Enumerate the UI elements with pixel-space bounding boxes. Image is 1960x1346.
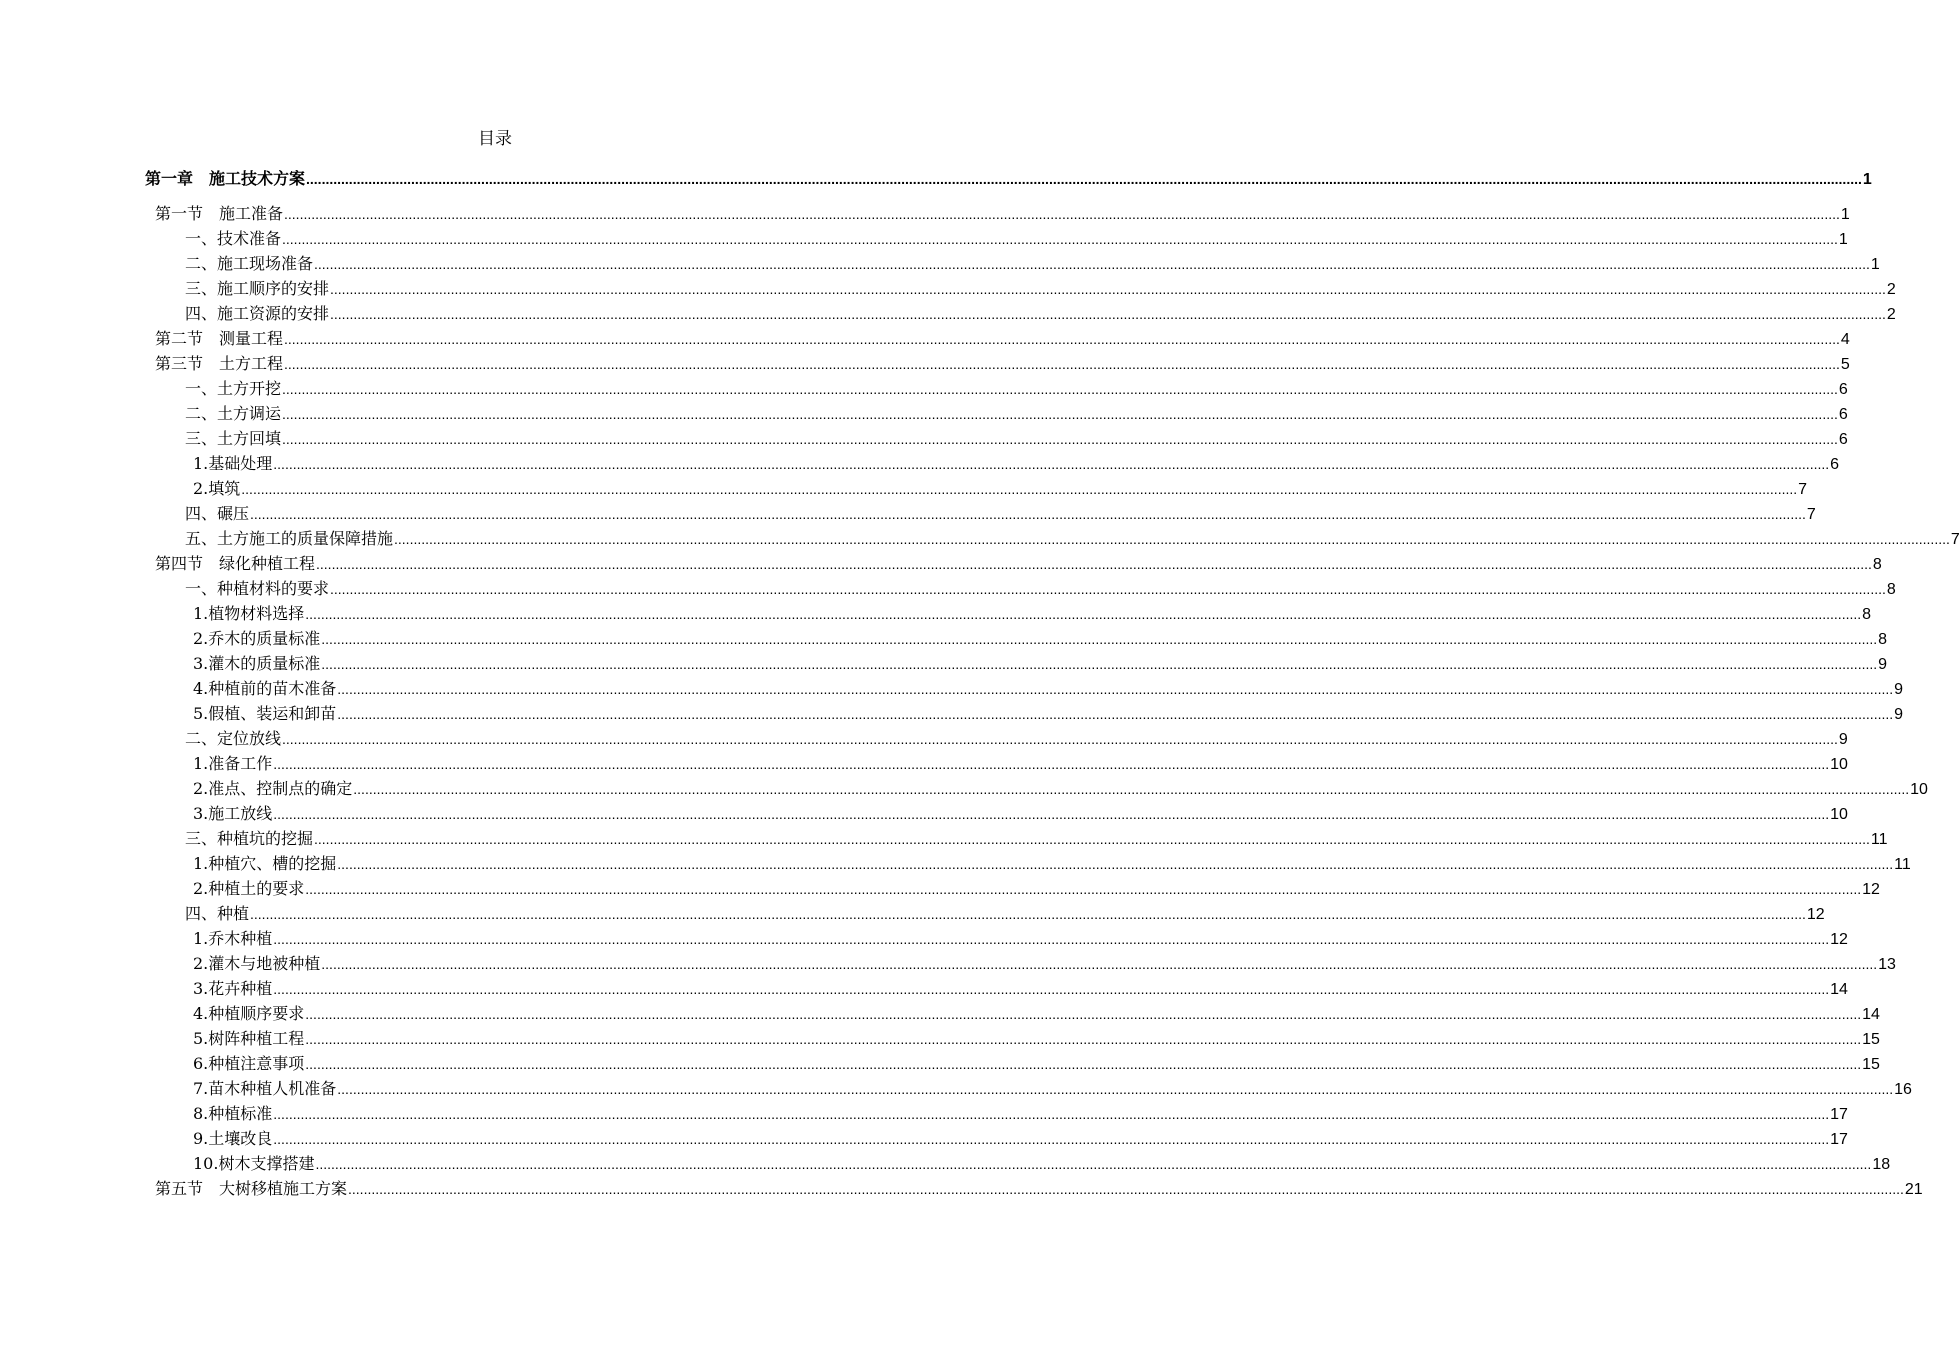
toc-entry-label: 第一章 施工技术方案 <box>145 169 306 188</box>
toc-entry-item[interactable] <box>193 976 1848 1001</box>
toc-entry-label: 四、施工资源的安排 <box>185 304 330 323</box>
toc-entry-page-number: 1 <box>1840 206 1850 223</box>
toc-entry-section[interactable] <box>155 1176 1923 1201</box>
toc-leader-dots: ................................................................................................................................................................................................................................................................................................................................................................................................................ <box>314 831 1870 847</box>
toc-leader-dots: ................................................................................................................................................................................................................................................................................................................................................................................................................ <box>273 806 1830 822</box>
toc-entry-label: 第一节 施工准备 <box>155 204 284 223</box>
toc-leader-dots: ................................................................................................................................................................................................................................................................................................................................................................................................................ <box>282 381 1838 397</box>
toc-leader-dots: ................................................................................................................................................................................................................................................................................................................................................................................................................ <box>282 431 1838 447</box>
toc-entry-sub[interactable] <box>185 426 1848 451</box>
toc-entry-page-number: 18 <box>1872 1156 1891 1173</box>
toc-entry-page-number: 14 <box>1862 1006 1880 1023</box>
toc-entry-item[interactable] <box>193 751 1848 776</box>
toc-leader-dots: ................................................................................................................................................................................................................................................................................................................................................................................................................ <box>282 231 1838 247</box>
toc-entry-label: 2.乔木的质量标准 <box>193 629 321 648</box>
toc-entry-item[interactable] <box>193 676 1904 701</box>
toc-entry-label: 6.种植注意事项 <box>193 1054 305 1073</box>
toc-entry-label: 4.种植前的苗木准备 <box>193 679 337 698</box>
toc-entry-page-number: 10 <box>1830 806 1848 823</box>
toc-entry-page-number: 6 <box>1830 456 1840 473</box>
toc-entry-sub[interactable] <box>185 226 1848 251</box>
toc-leader-dots: ................................................................................................................................................................................................................................................................................................................................................................................................................ <box>315 1156 1872 1172</box>
toc-leader-dots: ................................................................................................................................................................................................................................................................................................................................................................................................................ <box>314 256 1870 272</box>
toc-entry-page-number: 7 <box>1798 481 1808 498</box>
toc-leader-dots: ................................................................................................................................................................................................................................................................................................................................................................................................................ <box>330 281 1886 297</box>
toc-leader-dots: ................................................................................................................................................................................................................................................................................................................................................................................................................ <box>305 1031 1862 1047</box>
toc-entry-label: 7.苗木种植人机准备 <box>193 1079 337 1098</box>
toc-entry-label: 一、土方开挖 <box>185 379 282 398</box>
toc-entry-label: 二、施工现场准备 <box>185 254 314 273</box>
toc-leader-dots: ................................................................................................................................................................................................................................................................................................................................................................................................................ <box>305 1006 1862 1022</box>
toc-entry-page-number: 11 <box>1870 831 1888 848</box>
toc-entry-page-number: 9 <box>1894 706 1904 723</box>
toc-entry-label: 1.乔木种植 <box>193 929 273 948</box>
toc-entry-sub[interactable] <box>185 726 1848 751</box>
toc-entry-label: 第五节 大树移植施工方案 <box>155 1179 348 1198</box>
toc-entry-page-number: 17 <box>1830 1131 1848 1148</box>
toc-entry-item[interactable] <box>193 601 1872 626</box>
toc-entry-section[interactable] <box>155 351 1850 376</box>
toc-entry-page-number: 9 <box>1894 681 1904 698</box>
toc-entry-label: 1.植物材料选择 <box>193 604 305 623</box>
toc-entry-page-number: 1 <box>1838 231 1848 248</box>
toc-entry-label: 一、种植材料的要求 <box>185 579 330 598</box>
toc-entry-chapter[interactable] <box>145 166 1872 191</box>
toc-entry-label: 第三节 土方工程 <box>155 354 284 373</box>
toc-entry-label: 9.土壤改良 <box>193 1129 273 1148</box>
toc-entry-item[interactable] <box>193 626 1888 651</box>
toc-leader-dots: ................................................................................................................................................................................................................................................................................................................................................................................................................ <box>250 906 1806 922</box>
toc-entry-label: 三、土方回填 <box>185 429 282 448</box>
toc-entry-page-number: 15 <box>1862 1031 1880 1048</box>
toc-leader-dots: ................................................................................................................................................................................................................................................................................................................................................................................................................ <box>273 456 1830 472</box>
toc-entry-item[interactable] <box>193 951 1896 976</box>
toc-leader-dots: ................................................................................................................................................................................................................................................................................................................................................................................................................ <box>330 581 1886 597</box>
toc-leader-dots: ................................................................................................................................................................................................................................................................................................................................................................................................................ <box>273 756 1830 772</box>
toc-leader-dots: ................................................................................................................................................................................................................................................................................................................................................................................................................ <box>321 656 1878 672</box>
toc-entry-item[interactable] <box>193 851 1911 876</box>
toc-leader-dots: ................................................................................................................................................................................................................................................................................................................................................................................................................ <box>305 881 1862 897</box>
toc-leader-dots: ................................................................................................................................................................................................................................................................................................................................................................................................................ <box>305 606 1862 622</box>
toc-entry-page-number: 10 <box>1910 781 1928 798</box>
toc-entry-label: 三、种植坑的挖掘 <box>185 829 314 848</box>
toc-entry-page-number: 6 <box>1838 431 1848 448</box>
toc-leader-dots: ................................................................................................................................................................................................................................................................................................................................................................................................................ <box>316 556 1872 572</box>
toc-leader-dots: ................................................................................................................................................................................................................................................................................................................................................................................................................ <box>250 506 1806 522</box>
toc-entry-page-number: 14 <box>1830 981 1848 998</box>
toc-entry-label: 2.准点、控制点的确定 <box>193 779 353 798</box>
toc-entry-label: 1.种植穴、槽的挖掘 <box>193 854 337 873</box>
toc-leader-dots: ................................................................................................................................................................................................................................................................................................................................................................................................................ <box>306 171 1862 187</box>
toc-entry-label: 5.假植、装运和卸苗 <box>193 704 337 723</box>
toc-leader-dots: ................................................................................................................................................................................................................................................................................................................................................................................................................ <box>273 1106 1830 1122</box>
toc-entry-page-number: 8 <box>1872 556 1882 573</box>
toc-entry-label: 二、定位放线 <box>185 729 282 748</box>
toc-entry-page-number: 17 <box>1830 1106 1848 1123</box>
toc-entry-page-number: 8 <box>1886 581 1896 598</box>
toc-title: 目录 <box>478 129 512 149</box>
toc-leader-dots: ................................................................................................................................................................................................................................................................................................................................................................................................................ <box>321 631 1878 647</box>
toc-entry-section[interactable] <box>155 551 1882 576</box>
toc-entry-page-number: 1 <box>1862 171 1872 188</box>
toc-entry-section[interactable] <box>155 201 1850 226</box>
toc-leader-dots: ................................................................................................................................................................................................................................................................................................................................................................................................................ <box>337 681 1894 697</box>
toc-entry-label: 1.基础处理 <box>193 454 273 473</box>
toc-leader-dots: ................................................................................................................................................................................................................................................................................................................................................................................................................ <box>305 1056 1862 1072</box>
toc-entry-page-number: 7 <box>1950 531 1960 548</box>
toc-leader-dots: ................................................................................................................................................................................................................................................................................................................................................................................................................ <box>284 206 1840 222</box>
toc-entry-page-number: 9 <box>1838 731 1848 748</box>
toc-entry-label: 1.准备工作 <box>193 754 273 773</box>
toc-leader-dots: ................................................................................................................................................................................................................................................................................................................................................................................................................ <box>353 781 1910 797</box>
toc-entry-label: 2.种植土的要求 <box>193 879 305 898</box>
toc-entry-section[interactable] <box>155 326 1850 351</box>
toc-entry-page-number: 5 <box>1840 356 1850 373</box>
toc-entry-item[interactable] <box>193 776 1928 801</box>
toc-entry-label: 一、技术准备 <box>185 229 282 248</box>
toc-entry-sub[interactable] <box>185 301 1896 326</box>
toc-entry-page-number: 10 <box>1830 756 1848 773</box>
toc-entry-item[interactable] <box>193 476 1808 501</box>
toc-entry-page-number: 12 <box>1806 906 1825 923</box>
toc-entry-page-number: 8 <box>1862 606 1872 623</box>
toc-entry-page-number: 2 <box>1886 306 1896 323</box>
toc-entry-label: 2.灌木与地被种植 <box>193 954 321 973</box>
toc-entry-label: 四、碾压 <box>185 504 250 523</box>
toc-entry-item[interactable] <box>193 1151 1891 1176</box>
toc-leader-dots: ................................................................................................................................................................................................................................................................................................................................................................................................................ <box>337 856 1894 872</box>
toc-entry-page-number: 8 <box>1878 631 1888 648</box>
toc-entry-label: 第二节 测量工程 <box>155 329 284 348</box>
toc-entry-label: 四、种植 <box>185 904 250 923</box>
toc-entry-item[interactable] <box>193 1101 1848 1126</box>
toc-entry-sub[interactable] <box>185 526 1960 551</box>
toc-entry-label: 8.种植标准 <box>193 1104 273 1123</box>
toc-entry-page-number: 7 <box>1806 506 1816 523</box>
toc-entry-label: 五、土方施工的质量保障措施 <box>185 529 394 548</box>
toc-entry-sub[interactable] <box>185 376 1848 401</box>
toc-entry-page-number: 6 <box>1838 406 1848 423</box>
toc-entry-label: 4.种植顺序要求 <box>193 1004 305 1023</box>
toc-leader-dots: ................................................................................................................................................................................................................................................................................................................................................................................................................ <box>241 481 1798 497</box>
toc-leader-dots: ................................................................................................................................................................................................................................................................................................................................................................................................................ <box>282 731 1838 747</box>
toc-entry-sub[interactable] <box>185 251 1880 276</box>
toc-entry-page-number: 2 <box>1886 281 1896 298</box>
toc-entry-item[interactable] <box>193 801 1848 826</box>
toc-leader-dots: ................................................................................................................................................................................................................................................................................................................................................................................................................ <box>273 931 1830 947</box>
toc-entry-item[interactable] <box>193 1126 1848 1151</box>
toc-entry-page-number: 16 <box>1894 1081 1912 1098</box>
toc-entry-sub[interactable] <box>185 501 1816 526</box>
toc-leader-dots: ................................................................................................................................................................................................................................................................................................................................................................................................................ <box>337 706 1894 722</box>
toc-entry-item[interactable] <box>193 926 1848 951</box>
toc-entry-page-number: 15 <box>1862 1056 1880 1073</box>
toc-entry-page-number: 13 <box>1878 956 1896 973</box>
toc-entry-page-number: 9 <box>1878 656 1888 673</box>
toc-entry-sub[interactable] <box>185 826 1888 851</box>
toc-entry-label: 5.树阵种植工程 <box>193 1029 305 1048</box>
toc-entry-label: 3.灌木的质量标准 <box>193 654 321 673</box>
toc-entry-item[interactable] <box>193 451 1840 476</box>
toc-leader-dots: ................................................................................................................................................................................................................................................................................................................................................................................................................ <box>330 306 1886 322</box>
toc-leader-dots: ................................................................................................................................................................................................................................................................................................................................................................................................................ <box>273 1131 1830 1147</box>
toc-entry-item[interactable] <box>193 876 1880 901</box>
toc-leader-dots: ................................................................................................................................................................................................................................................................................................................................................................................................................ <box>273 981 1830 997</box>
toc-entry-item[interactable] <box>193 1076 1912 1101</box>
toc-entry-page-number: 11 <box>1894 856 1911 873</box>
toc-entry-page-number: 6 <box>1838 381 1848 398</box>
toc-entry-label: 三、施工顺序的安排 <box>185 279 330 298</box>
toc-entry-item[interactable] <box>193 1001 1880 1026</box>
toc-entry-page-number: 12 <box>1830 931 1848 948</box>
toc-entry-label: 第四节 绿化种植工程 <box>155 554 316 573</box>
toc-entry-page-number: 21 <box>1904 1181 1923 1198</box>
toc-entry-item[interactable] <box>193 1051 1880 1076</box>
toc-entry-sub[interactable] <box>185 576 1896 601</box>
toc-entry-item[interactable] <box>193 651 1888 676</box>
toc-leader-dots: ................................................................................................................................................................................................................................................................................................................................................................................................................ <box>337 1081 1894 1097</box>
toc-entry-page-number: 12 <box>1862 881 1880 898</box>
toc-entry-sub[interactable] <box>185 901 1825 926</box>
toc-leader-dots: ................................................................................................................................................................................................................................................................................................................................................................................................................ <box>284 356 1840 372</box>
toc-entry-label: 二、土方调运 <box>185 404 282 423</box>
toc-leader-dots: ................................................................................................................................................................................................................................................................................................................................................................................................................ <box>321 956 1878 972</box>
toc-entry-label: 3.施工放线 <box>193 804 273 823</box>
toc-entry-sub[interactable] <box>185 276 1896 301</box>
toc-entry-sub[interactable] <box>185 401 1848 426</box>
toc-entry-item[interactable] <box>193 1026 1880 1051</box>
toc-entry-label: 10.树木支撑搭建 <box>193 1154 315 1173</box>
toc-entry-item[interactable] <box>193 701 1904 726</box>
toc-leader-dots: ................................................................................................................................................................................................................................................................................................................................................................................................................ <box>282 406 1838 422</box>
toc-leader-dots: ................................................................................................................................................................................................................................................................................................................................................................................................................ <box>284 331 1840 347</box>
toc-leader-dots: ................................................................................................................................................................................................................................................................................................................................................................................................................ <box>348 1181 1904 1197</box>
toc-entry-page-number: 4 <box>1840 331 1850 348</box>
toc-entry-page-number: 1 <box>1870 256 1880 273</box>
toc-entry-label: 3.花卉种植 <box>193 979 273 998</box>
toc-leader-dots: ................................................................................................................................................................................................................................................................................................................................................................................................................ <box>394 531 1950 547</box>
toc-entry-label: 2.填筑 <box>193 479 241 498</box>
